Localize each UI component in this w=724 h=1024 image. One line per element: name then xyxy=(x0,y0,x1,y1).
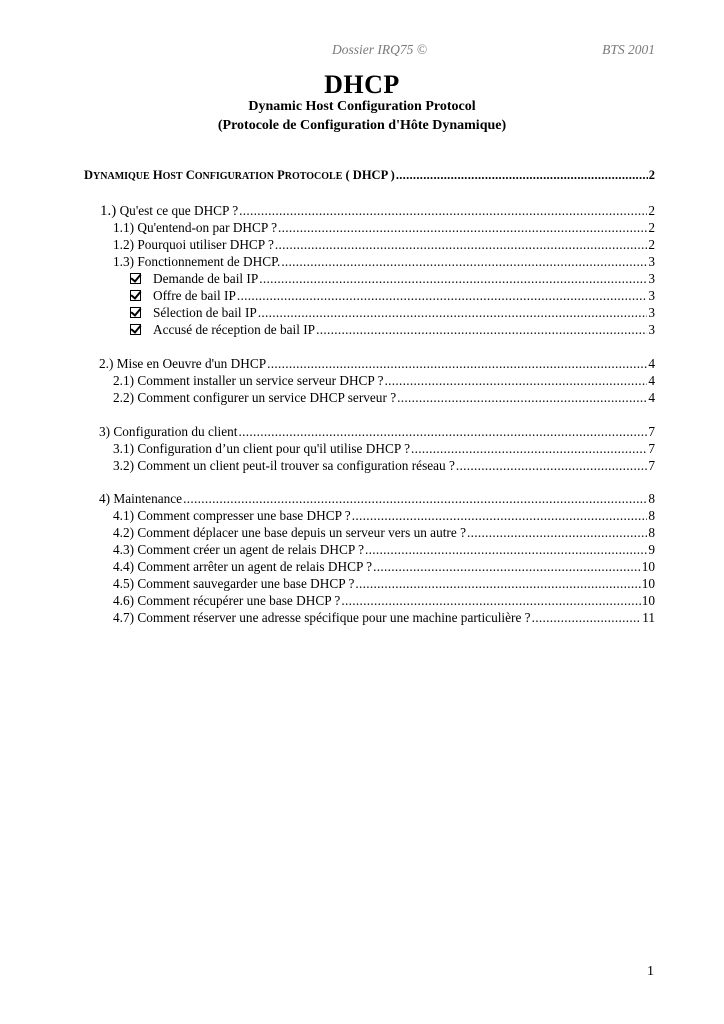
toc-entry-title: 4.5) Comment sauvegarder une base DHCP ? xyxy=(113,576,355,591)
toc-page-number: 3 xyxy=(648,322,655,337)
toc-entry-title: 4) Maintenance xyxy=(99,491,183,506)
toc-leader xyxy=(532,609,642,626)
toc-entry-title: Accusé de réception de bail IP xyxy=(153,322,316,337)
toc-entry-title: Qu'est ce que DHCP ? xyxy=(116,203,239,218)
toc-entry-1-1[interactable] xyxy=(113,219,655,236)
toc-entry-title: 1.1) Qu'entend-on par DHCP ? xyxy=(113,220,278,235)
toc-entry-1-3-b[interactable] xyxy=(130,287,655,304)
toc-page-number: 2 xyxy=(648,220,655,235)
toc-entry-title: Offre de bail IP xyxy=(153,288,236,303)
toc-leader xyxy=(239,202,647,219)
toc-leader xyxy=(281,253,647,270)
toc-entry-2-1[interactable] xyxy=(113,372,655,389)
toc-page-number: 3 xyxy=(648,305,655,320)
document-title: DHCP xyxy=(324,70,400,99)
toc-leader xyxy=(352,507,648,524)
toc-entry-title: Demande de bail IP xyxy=(153,271,259,286)
toc-entry-2-2[interactable] xyxy=(113,389,655,406)
toc-leader xyxy=(411,440,647,457)
toc-leader xyxy=(396,167,648,184)
toc-entry-title: 4.3) Comment créer un agent de relais DHCP ? xyxy=(113,542,364,557)
toc-leader xyxy=(316,321,647,338)
toc-entry-title: 3.1) Configuration d’un client pour qu'il utilise DHCP ? xyxy=(113,441,410,456)
toc-entry-main-title: DYNAMIQUE HOST CONFIGURATION PROTOCOLE ( DHCP ) xyxy=(84,168,395,182)
toc-leader xyxy=(456,457,647,474)
toc-page-number: 11 xyxy=(642,610,655,625)
toc-entry-4[interactable] xyxy=(99,490,655,507)
toc-page-number: 8 xyxy=(648,525,655,540)
checked-box-icon xyxy=(130,273,141,284)
toc-leader xyxy=(183,490,647,507)
toc-entry-title: 4.2) Comment déplacer une base depuis un serveur vers un autre ? xyxy=(113,525,466,540)
toc-page-number: 4 xyxy=(648,390,655,405)
toc-page-number: 10 xyxy=(641,576,655,591)
toc-entry-title: 3) Configuration du client xyxy=(99,424,238,439)
toc-entry-main[interactable] xyxy=(84,167,655,184)
checked-box-icon xyxy=(130,290,141,301)
page-header xyxy=(0,42,724,62)
toc-entry-4-3[interactable] xyxy=(113,541,655,558)
toc-leader xyxy=(385,372,648,389)
toc-leader xyxy=(258,304,648,321)
toc-entry-1-3-a[interactable] xyxy=(130,270,655,287)
toc-section-number: 1.) xyxy=(100,203,117,219)
toc-entry-3[interactable] xyxy=(99,423,655,440)
toc-page-number: 7 xyxy=(648,458,655,473)
toc-page-number: 4 xyxy=(648,356,655,371)
toc-entry-title: 1.2) Pourquoi utiliser DHCP ? xyxy=(113,237,274,252)
toc-entry-4-4[interactable] xyxy=(113,558,655,575)
header-right: BTS 2001 xyxy=(602,42,655,57)
toc-entry-3-1[interactable] xyxy=(113,440,655,457)
toc-entry-1-3-c[interactable] xyxy=(130,304,655,321)
toc-page-number: 2 xyxy=(648,168,655,182)
document-subtitle: Dynamic Host Configuration Protocol xyxy=(248,99,476,114)
toc-entry-2[interactable] xyxy=(99,355,655,372)
toc-entry-title: 2.2) Comment configurer un service DHCP serveur ? xyxy=(113,390,397,405)
toc-page-number: 10 xyxy=(641,559,655,574)
toc-page-number: 4 xyxy=(648,373,655,388)
document-subtitle-french: (Protocole de Configuration d'Hôte Dynamique) xyxy=(217,118,507,133)
toc-page-number: 8 xyxy=(648,491,655,506)
header-left: Dossier IRQ75 © xyxy=(332,42,428,57)
toc-leader xyxy=(237,287,648,304)
toc-entry-1-3[interactable] xyxy=(113,253,655,270)
toc-entry-4-6[interactable] xyxy=(113,592,655,609)
toc-entry-title: 2.1) Comment installer un service serveur DHCP ? xyxy=(113,373,384,388)
toc-entry-title: 4.6) Comment récupérer une base DHCP ? xyxy=(113,593,341,608)
checked-box-icon xyxy=(130,324,141,335)
toc-leader xyxy=(238,423,647,440)
toc-leader xyxy=(467,524,647,541)
toc-page-number: 2 xyxy=(648,203,655,218)
toc-leader xyxy=(259,270,647,287)
checked-box-icon xyxy=(130,307,141,318)
toc-entry-4-7[interactable] xyxy=(113,609,655,626)
toc-leader xyxy=(275,236,647,253)
toc-entry-title: 3.2) Comment un client peut-il trouver sa configuration réseau ? xyxy=(113,458,455,473)
toc-entry-title: 4.7) Comment réserver une adresse spécifique pour une machine particulière ? xyxy=(113,610,531,625)
toc-entry-4-1[interactable] xyxy=(113,507,655,524)
toc-entry-title: 4.4) Comment arrêter un agent de relais DHCP ? xyxy=(113,559,373,574)
toc-leader xyxy=(365,541,647,558)
toc-leader xyxy=(341,592,640,609)
toc-entry-1-2[interactable] xyxy=(113,236,655,253)
toc-page-number: 7 xyxy=(648,424,655,439)
toc-leader xyxy=(397,389,647,406)
toc-page-number: 2 xyxy=(648,237,655,252)
toc-entry-3-2[interactable] xyxy=(113,457,655,474)
toc-entry-title: 4.1) Comment compresser une base DHCP ? xyxy=(113,508,351,523)
toc-page-number: 10 xyxy=(641,593,655,608)
toc-leader xyxy=(267,355,647,372)
toc-page-number: 3 xyxy=(648,288,655,303)
toc-page-number: 8 xyxy=(648,508,655,523)
toc-page-number: 3 xyxy=(648,254,655,269)
toc-leader xyxy=(355,575,640,592)
toc-entry-title: 1.3) Fonctionnement de DHCP. xyxy=(113,254,281,269)
toc-entry-4-2[interactable] xyxy=(113,524,655,541)
toc-leader xyxy=(278,219,647,236)
toc-entry-1-3-d[interactable] xyxy=(130,321,655,338)
toc-entry-title: 2.) Mise en Oeuvre d'un DHCP xyxy=(99,356,267,371)
toc-page-number: 7 xyxy=(648,441,655,456)
toc-entry-1[interactable] xyxy=(100,202,655,219)
toc-entry-title: Sélection de bail IP xyxy=(153,305,257,320)
toc-entry-4-5[interactable] xyxy=(113,575,655,592)
toc-leader xyxy=(373,558,641,575)
toc-page-number: 3 xyxy=(648,271,655,286)
page-number: 1 xyxy=(647,964,654,979)
toc-page-number: 9 xyxy=(648,542,655,557)
